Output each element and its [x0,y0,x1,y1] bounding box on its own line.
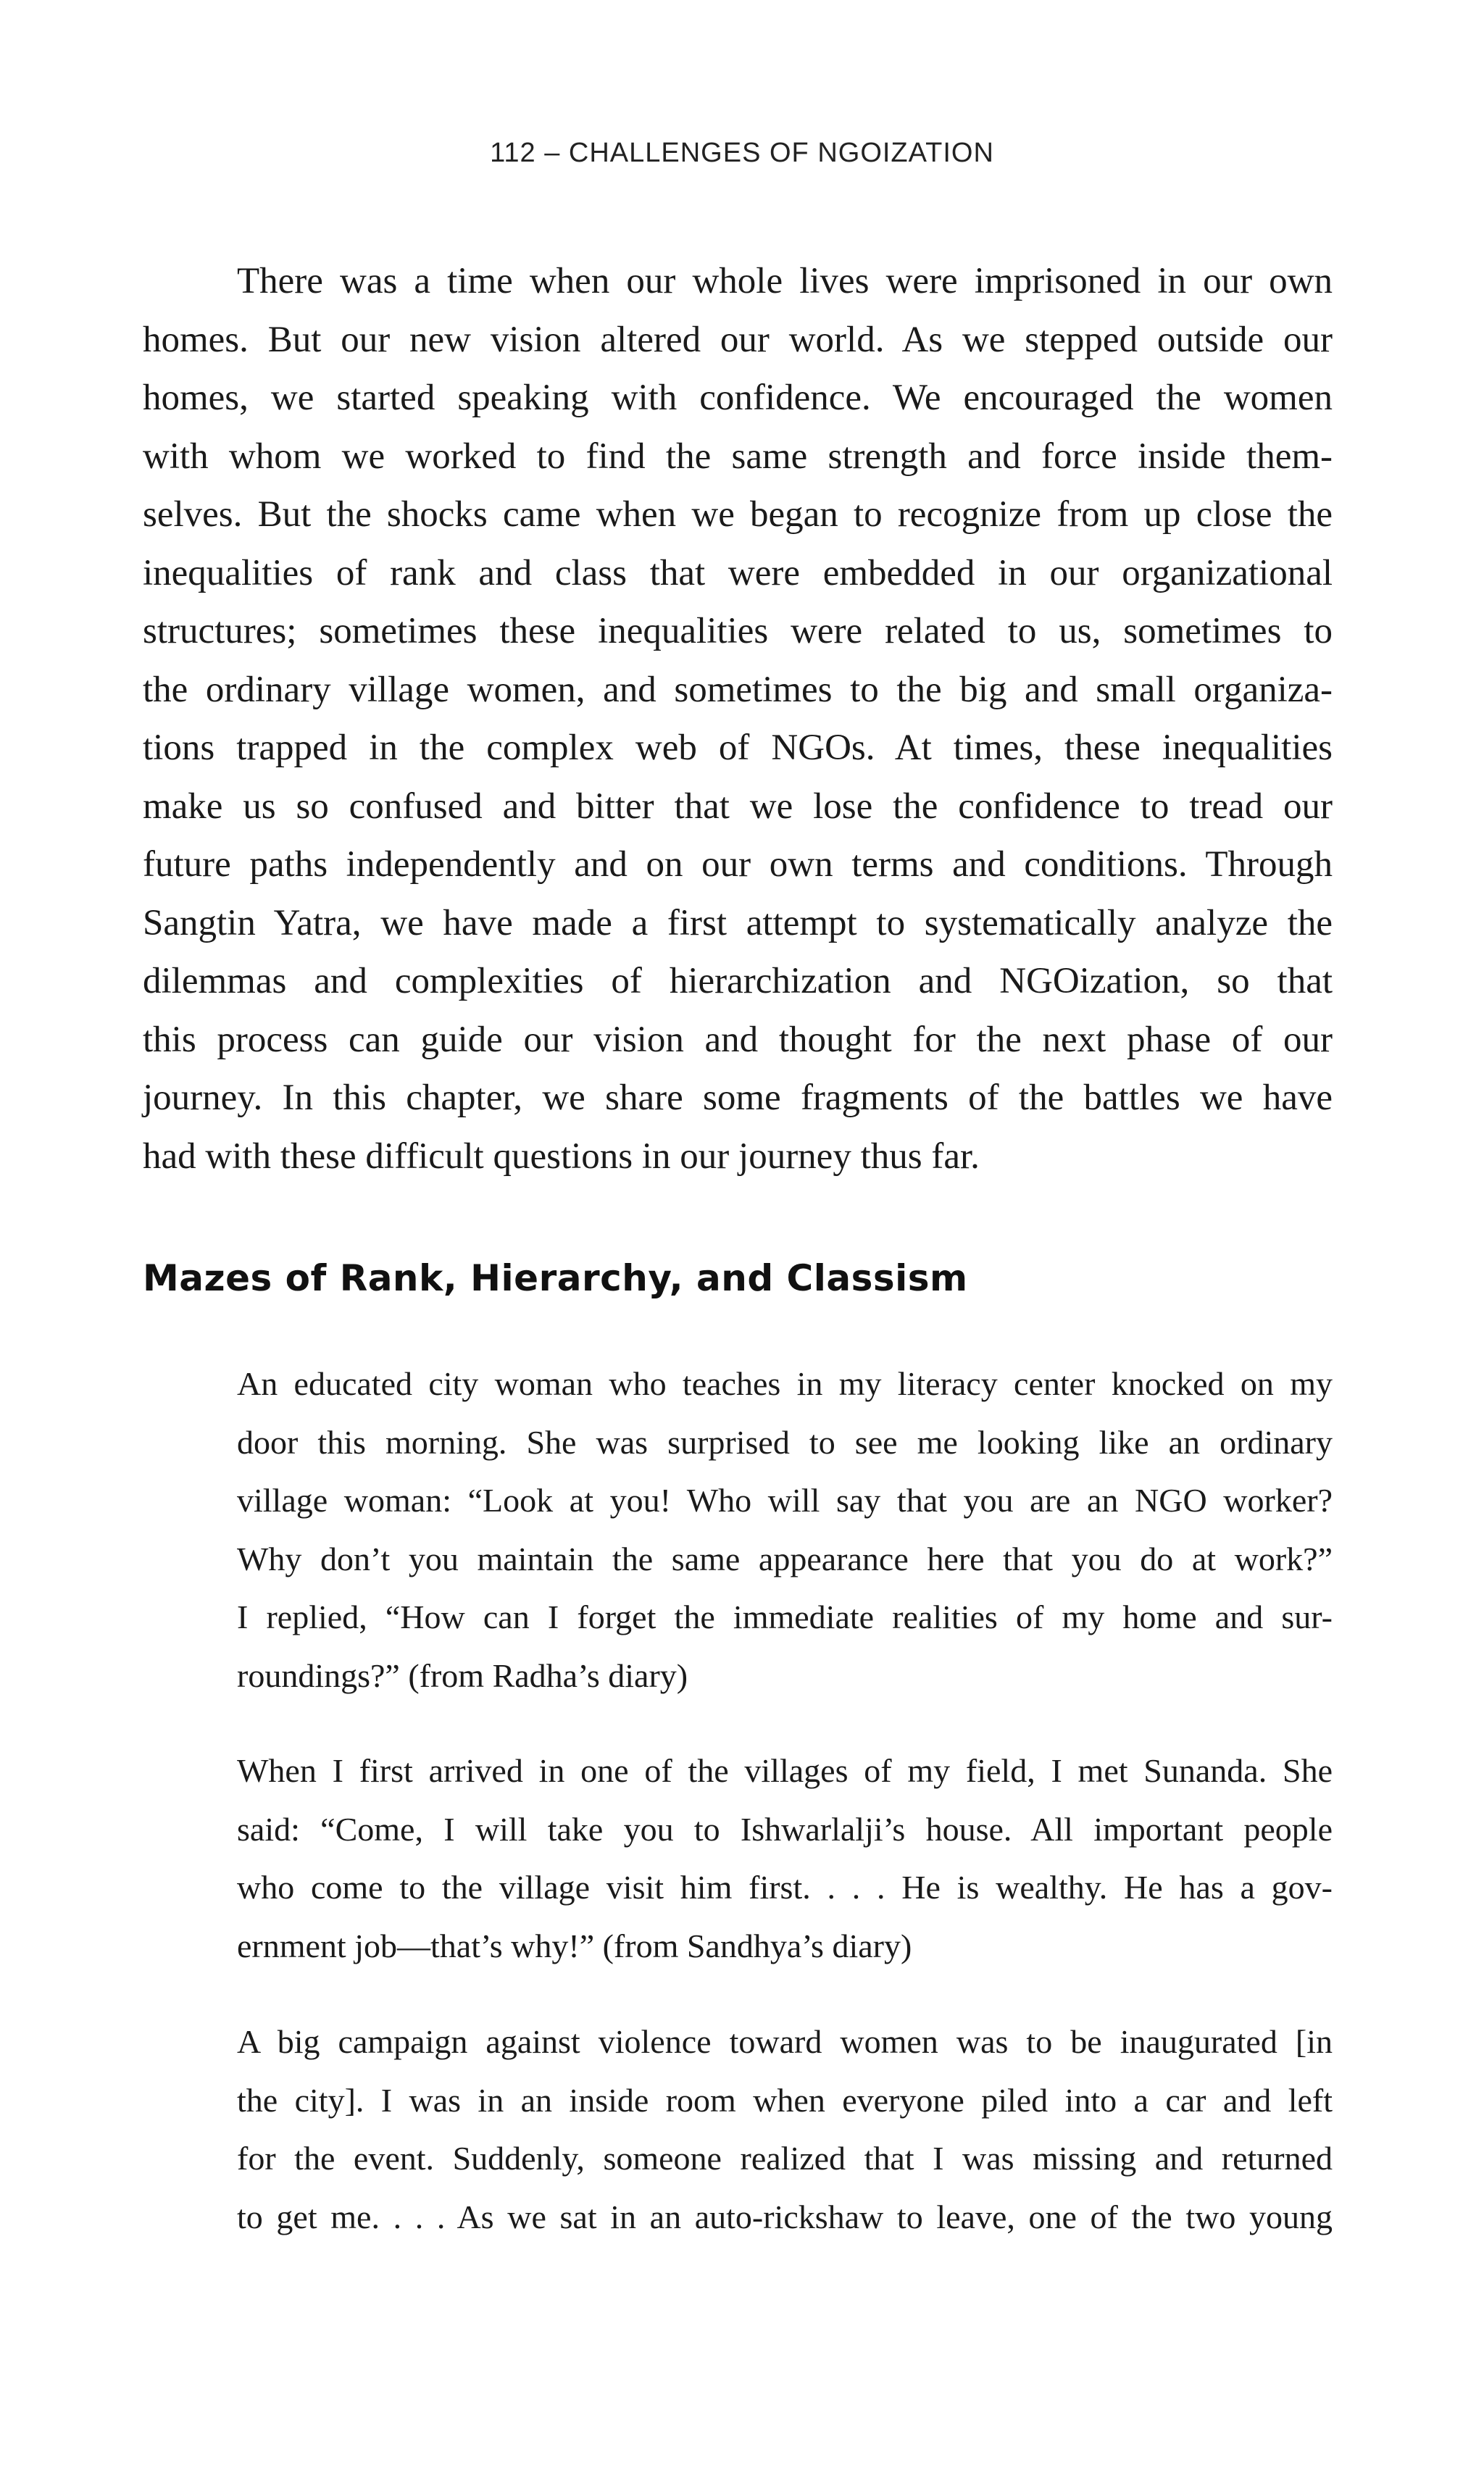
paragraph-line: dilemmas and complexities of hierarchization and NGOization, so that [143,961,1333,1001]
paragraph-line: homes, we started speaking with confidence. We encouraged the women [143,378,1333,418]
extract-line: A big campaign against violence toward women was to be inaugurated [in [237,2023,1333,2060]
main-paragraph [143,252,1333,1185]
paragraph-line: make us so confused and bitter that we lose the confidence to tread our [143,785,1333,827]
diary-extract-campaign [237,2013,1333,2246]
extract-line: When I first arrived in one of the villages of my field, I met Sunanda. She [237,1752,1333,1789]
extract-line: I replied, “How can I forget the immediate realities of my home and sur- [237,1598,1333,1635]
extract-line: roundings?” (from Radha’s diary) [237,1656,688,1694]
paragraph-line: inequalities of rank and class that were embedded in our organizational [143,552,1333,593]
paragraph-line: homes. But our new vision altered our world. As we stepped outside our [143,319,1333,360]
running-head: 112 – CHALLENGES OF NGOIZATION [490,138,994,168]
diary-extract-radha [237,1355,1333,1705]
extract-line: ernment job—that’s why!” (from Sandhya’s diary) [237,1927,912,1964]
paragraph-line: Sangtin Yatra, we have made a first attempt to systematically analyze the [143,902,1333,943]
diary-extract-sandhya [237,1742,1333,1975]
paragraph-line: had with these difficult questions in our journey thus far. [143,1135,980,1177]
extract-line: village woman: “Look at you! Who will say that you are an NGO worker? [237,1482,1333,1519]
extract-line: An educated city woman who teaches in my literacy center knocked on my [237,1365,1333,1402]
paragraph-line: future paths independently and on our own terms and conditions. Through [143,844,1333,885]
extract-line: door this morning. She was surprised to see me looking like an ordinary [237,1423,1333,1461]
paragraph-line: tions trapped in the complex web of NGOs. At times, these inequalities [143,727,1333,768]
paragraph-line: structures; sometimes these inequalities were related to us, sometimes to [143,611,1333,651]
extract-line: for the event. Suddenly, someone realized that I was missing and returned [237,2140,1333,2177]
paragraph-line: There was a time when our whole lives were imprisoned in our own [237,261,1333,301]
paragraph-line: selves. But the shocks came when we began to recognize from up close the [143,494,1333,535]
paragraph-line: journey. In this chapter, we share some fragments of the battles we have [143,1077,1333,1118]
paragraph-line: the ordinary village women, and sometimes to the big and small organiza- [143,669,1333,710]
extract-line: said: “Come, I will take you to Ishwarlalji’s house. All important people [237,1810,1333,1848]
paragraph-line: this process can guide our vision and thought for the next phase of our [143,1019,1333,1060]
paragraph-line: with whom we worked to find the same strength and force inside them- [143,435,1333,477]
section-heading: Mazes of Rank, Hierarchy, and Classism [143,1257,968,1299]
extract-line: who come to the village visit him first. . . . He is wealthy. He has a gov- [237,1869,1333,1906]
extract-line: Why don’t you maintain the same appearance here that you do at work?” [237,1540,1333,1577]
extract-line: to get me. . . . As we sat in an auto-rickshaw to leave, one of the two young [237,2198,1333,2235]
extract-line: the city]. I was in an inside room when everyone piled into a car and left [237,2081,1333,2119]
